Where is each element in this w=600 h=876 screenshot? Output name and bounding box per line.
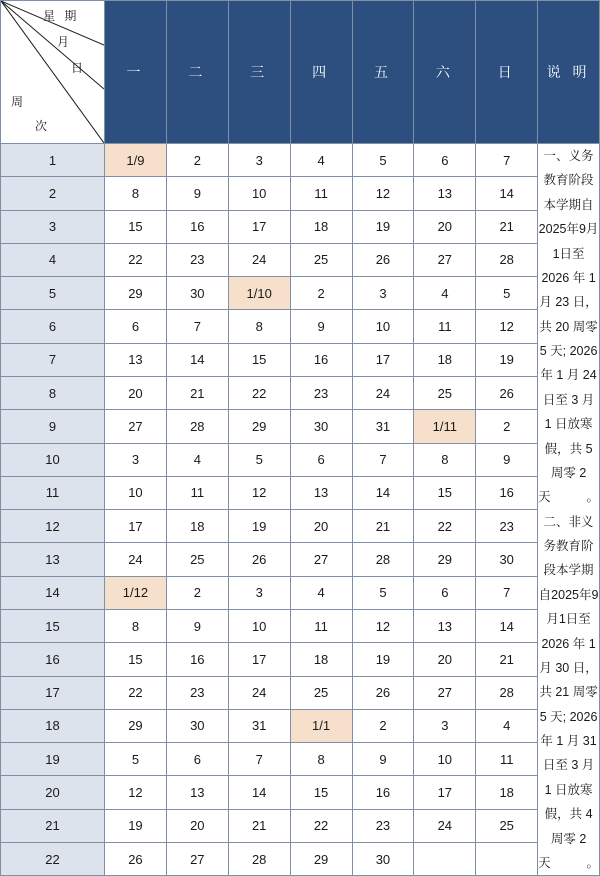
day-cell: 3 xyxy=(352,277,414,310)
day-cell: 20 xyxy=(290,510,352,543)
day-cell: 5 xyxy=(476,277,538,310)
day-cell: 15 xyxy=(105,210,167,243)
table-row xyxy=(1,476,600,509)
day-cell: 23 xyxy=(290,376,352,409)
day-cell: 16 xyxy=(166,210,228,243)
day-cell: 19 xyxy=(105,809,167,842)
day-cell: 17 xyxy=(228,210,290,243)
day-cell: 3 xyxy=(228,144,290,177)
week-number-cell: 11 xyxy=(1,476,105,509)
day-cell: 3 xyxy=(228,576,290,609)
note-paragraph-2: 二、非义务教育阶段本学期自2025年9月1日至 2026 年 1 月 30 日，共 21 周零 5 天; 2026 年 1 月 31 日至 3 月 1 日放寒假，共 4 周零 2 天。 xyxy=(538,514,599,870)
day-cell: 30 xyxy=(290,410,352,443)
day-cell: 29 xyxy=(105,709,167,742)
day-cell: 15 xyxy=(228,343,290,376)
day-cell: 25 xyxy=(476,809,538,842)
day-cell: 11 xyxy=(290,609,352,642)
day-cell: 9 xyxy=(476,443,538,476)
note-paragraph-1: 一、义务教育阶段本学期自2025年9月1日至 2026 年 1 月 23 日，共 20 周零 5 天; 2026 年 1 月 24 日至 3 月 1 日放寒假，共 5 周零 2 天。 xyxy=(538,149,599,505)
week-number-cell: 19 xyxy=(1,743,105,776)
day-cell: 1/1 xyxy=(290,709,352,742)
day-cell: 17 xyxy=(414,776,476,809)
day-cell: 10 xyxy=(352,310,414,343)
day-cell: 3 xyxy=(414,709,476,742)
day-cell: 18 xyxy=(290,210,352,243)
day-cell: 23 xyxy=(166,676,228,709)
day-cell: 17 xyxy=(105,510,167,543)
day-cell: 30 xyxy=(166,277,228,310)
day-cell: 3 xyxy=(105,443,167,476)
week-number-cell: 21 xyxy=(1,809,105,842)
calendar-header xyxy=(1,1,600,144)
table-row xyxy=(1,776,600,809)
day-cell: 4 xyxy=(166,443,228,476)
day-cell: 7 xyxy=(352,443,414,476)
day-cell: 21 xyxy=(476,643,538,676)
day-cell: 10 xyxy=(228,177,290,210)
day-cell: 5 xyxy=(352,576,414,609)
table-row xyxy=(1,609,600,642)
table-row xyxy=(1,177,600,210)
table-row xyxy=(1,277,600,310)
day-cell: 1/12 xyxy=(105,576,167,609)
week-number-cell: 15 xyxy=(1,609,105,642)
day-cell: 22 xyxy=(414,510,476,543)
corner-label-month: 月 xyxy=(57,35,73,49)
day-cell: 19 xyxy=(352,643,414,676)
day-cell: 16 xyxy=(290,343,352,376)
week-number-cell: 6 xyxy=(1,310,105,343)
week-number-cell: 18 xyxy=(1,709,105,742)
day-cell: 14 xyxy=(166,343,228,376)
table-row xyxy=(1,443,600,476)
table-row xyxy=(1,809,600,842)
day-cell: 30 xyxy=(476,543,538,576)
day-cell: 30 xyxy=(352,842,414,875)
day-cell: 4 xyxy=(290,576,352,609)
day-cell: 2 xyxy=(290,277,352,310)
table-row xyxy=(1,643,600,676)
calendar-body xyxy=(1,144,600,876)
day-cell: 24 xyxy=(228,676,290,709)
day-cell: 19 xyxy=(352,210,414,243)
day-cell: 21 xyxy=(228,809,290,842)
day-cell: 29 xyxy=(290,842,352,875)
corner-label-ci: 次 xyxy=(35,119,51,133)
day-cell: 12 xyxy=(476,310,538,343)
day-cell: 18 xyxy=(166,510,228,543)
day-cell: 5 xyxy=(105,743,167,776)
day-cell: 27 xyxy=(105,410,167,443)
day-cell: 14 xyxy=(228,776,290,809)
week-number-cell: 3 xyxy=(1,210,105,243)
day-cell: 25 xyxy=(166,543,228,576)
column-header-fri: 五 xyxy=(352,1,414,144)
day-cell: 10 xyxy=(105,476,167,509)
day-cell: 6 xyxy=(166,743,228,776)
day-cell: 4 xyxy=(290,144,352,177)
day-cell: 28 xyxy=(352,543,414,576)
day-cell: 1/10 xyxy=(228,277,290,310)
day-cell: 12 xyxy=(105,776,167,809)
day-cell: 31 xyxy=(352,410,414,443)
week-number-cell: 1 xyxy=(1,144,105,177)
day-cell: 8 xyxy=(105,177,167,210)
note-cell xyxy=(538,144,600,876)
day-cell: 23 xyxy=(166,243,228,276)
day-cell: 21 xyxy=(476,210,538,243)
day-cell: 21 xyxy=(166,376,228,409)
day-cell: 15 xyxy=(105,643,167,676)
day-cell: 7 xyxy=(476,576,538,609)
table-row xyxy=(1,510,600,543)
day-cell: 29 xyxy=(105,277,167,310)
table-row xyxy=(1,343,600,376)
day-cell: 25 xyxy=(414,376,476,409)
day-cell: 17 xyxy=(352,343,414,376)
day-cell: 1/9 xyxy=(105,144,167,177)
table-row xyxy=(1,842,600,875)
day-cell: 13 xyxy=(290,476,352,509)
day-cell: 2 xyxy=(166,576,228,609)
day-cell: 2 xyxy=(476,410,538,443)
column-header-note: 说 明 xyxy=(538,1,600,144)
table-row xyxy=(1,543,600,576)
day-cell: 28 xyxy=(166,410,228,443)
day-cell: 11 xyxy=(290,177,352,210)
day-cell: 17 xyxy=(228,643,290,676)
column-header-sun: 日 xyxy=(476,1,538,144)
day-cell: 6 xyxy=(105,310,167,343)
corner-label-zhou: 周 xyxy=(11,95,27,109)
day-cell: 18 xyxy=(476,776,538,809)
day-cell: 18 xyxy=(290,643,352,676)
week-number-cell: 20 xyxy=(1,776,105,809)
day-cell: 20 xyxy=(414,210,476,243)
day-cell: 10 xyxy=(414,743,476,776)
table-row xyxy=(1,743,600,776)
day-cell: 26 xyxy=(476,376,538,409)
week-number-cell: 8 xyxy=(1,376,105,409)
table-row xyxy=(1,210,600,243)
day-cell: 24 xyxy=(352,376,414,409)
day-cell: 31 xyxy=(228,709,290,742)
week-number-cell: 16 xyxy=(1,643,105,676)
day-cell: 4 xyxy=(414,277,476,310)
day-cell: 7 xyxy=(228,743,290,776)
day-cell: 9 xyxy=(352,743,414,776)
day-cell: 5 xyxy=(228,443,290,476)
week-number-cell: 2 xyxy=(1,177,105,210)
corner-diagonal-box xyxy=(1,1,104,143)
day-cell: 20 xyxy=(105,376,167,409)
day-cell: 8 xyxy=(290,743,352,776)
column-header-tue: 二 xyxy=(166,1,228,144)
week-number-cell: 10 xyxy=(1,443,105,476)
day-cell: 11 xyxy=(166,476,228,509)
day-cell xyxy=(476,842,538,875)
day-cell: 27 xyxy=(414,243,476,276)
day-cell: 13 xyxy=(414,609,476,642)
day-cell: 16 xyxy=(166,643,228,676)
day-cell: 29 xyxy=(414,543,476,576)
week-number-cell: 22 xyxy=(1,842,105,875)
column-header-thu: 四 xyxy=(290,1,352,144)
day-cell: 27 xyxy=(414,676,476,709)
day-cell: 6 xyxy=(290,443,352,476)
day-cell: 2 xyxy=(352,709,414,742)
day-cell: 29 xyxy=(228,410,290,443)
day-cell: 21 xyxy=(352,510,414,543)
day-cell: 1/11 xyxy=(414,410,476,443)
table-row xyxy=(1,243,600,276)
day-cell: 22 xyxy=(105,243,167,276)
day-cell: 18 xyxy=(414,343,476,376)
table-row xyxy=(1,709,600,742)
day-cell: 26 xyxy=(352,243,414,276)
day-cell: 9 xyxy=(290,310,352,343)
day-cell: 28 xyxy=(476,243,538,276)
day-cell: 14 xyxy=(476,609,538,642)
day-cell: 4 xyxy=(476,709,538,742)
day-cell: 19 xyxy=(228,510,290,543)
day-cell: 26 xyxy=(228,543,290,576)
day-cell: 25 xyxy=(290,676,352,709)
day-cell: 10 xyxy=(228,609,290,642)
day-cell: 27 xyxy=(290,543,352,576)
day-cell: 13 xyxy=(414,177,476,210)
table-row xyxy=(1,376,600,409)
day-cell: 14 xyxy=(476,177,538,210)
day-cell: 9 xyxy=(166,609,228,642)
day-cell xyxy=(414,842,476,875)
day-cell: 22 xyxy=(105,676,167,709)
day-cell: 20 xyxy=(414,643,476,676)
day-cell: 27 xyxy=(166,842,228,875)
day-cell: 7 xyxy=(166,310,228,343)
day-cell: 19 xyxy=(476,343,538,376)
day-cell: 9 xyxy=(166,177,228,210)
week-number-cell: 17 xyxy=(1,676,105,709)
table-row xyxy=(1,144,600,177)
day-cell: 13 xyxy=(166,776,228,809)
day-cell: 20 xyxy=(166,809,228,842)
week-number-cell: 12 xyxy=(1,510,105,543)
week-number-cell: 14 xyxy=(1,576,105,609)
day-cell: 28 xyxy=(228,842,290,875)
corner-label-day: 日 xyxy=(71,61,87,75)
table-row xyxy=(1,676,600,709)
week-number-cell: 9 xyxy=(1,410,105,443)
day-cell: 25 xyxy=(290,243,352,276)
column-header-mon: 一 xyxy=(105,1,167,144)
corner-header-cell xyxy=(1,1,105,144)
day-cell: 24 xyxy=(228,243,290,276)
day-cell: 8 xyxy=(414,443,476,476)
day-cell: 28 xyxy=(476,676,538,709)
header-row xyxy=(1,1,600,144)
day-cell: 14 xyxy=(352,476,414,509)
day-cell: 16 xyxy=(476,476,538,509)
day-cell: 24 xyxy=(105,543,167,576)
table-row xyxy=(1,576,600,609)
day-cell: 12 xyxy=(352,177,414,210)
corner-label-week: 星 期 xyxy=(43,9,80,23)
day-cell: 2 xyxy=(166,144,228,177)
day-cell: 15 xyxy=(290,776,352,809)
day-cell: 30 xyxy=(166,709,228,742)
week-number-cell: 5 xyxy=(1,277,105,310)
table-row xyxy=(1,410,600,443)
day-cell: 23 xyxy=(476,510,538,543)
column-header-sat: 六 xyxy=(414,1,476,144)
day-cell: 5 xyxy=(352,144,414,177)
week-number-cell: 7 xyxy=(1,343,105,376)
day-cell: 23 xyxy=(352,809,414,842)
day-cell: 22 xyxy=(290,809,352,842)
day-cell: 8 xyxy=(105,609,167,642)
week-number-cell: 13 xyxy=(1,543,105,576)
day-cell: 6 xyxy=(414,576,476,609)
day-cell: 13 xyxy=(105,343,167,376)
table-row xyxy=(1,310,600,343)
day-cell: 24 xyxy=(414,809,476,842)
day-cell: 11 xyxy=(476,743,538,776)
day-cell: 15 xyxy=(414,476,476,509)
day-cell: 11 xyxy=(414,310,476,343)
day-cell: 16 xyxy=(352,776,414,809)
day-cell: 7 xyxy=(476,144,538,177)
day-cell: 12 xyxy=(228,476,290,509)
day-cell: 8 xyxy=(228,310,290,343)
day-cell: 12 xyxy=(352,609,414,642)
column-header-wed: 三 xyxy=(228,1,290,144)
day-cell: 26 xyxy=(105,842,167,875)
day-cell: 6 xyxy=(414,144,476,177)
day-cell: 26 xyxy=(352,676,414,709)
day-cell: 22 xyxy=(228,376,290,409)
week-number-cell: 4 xyxy=(1,243,105,276)
